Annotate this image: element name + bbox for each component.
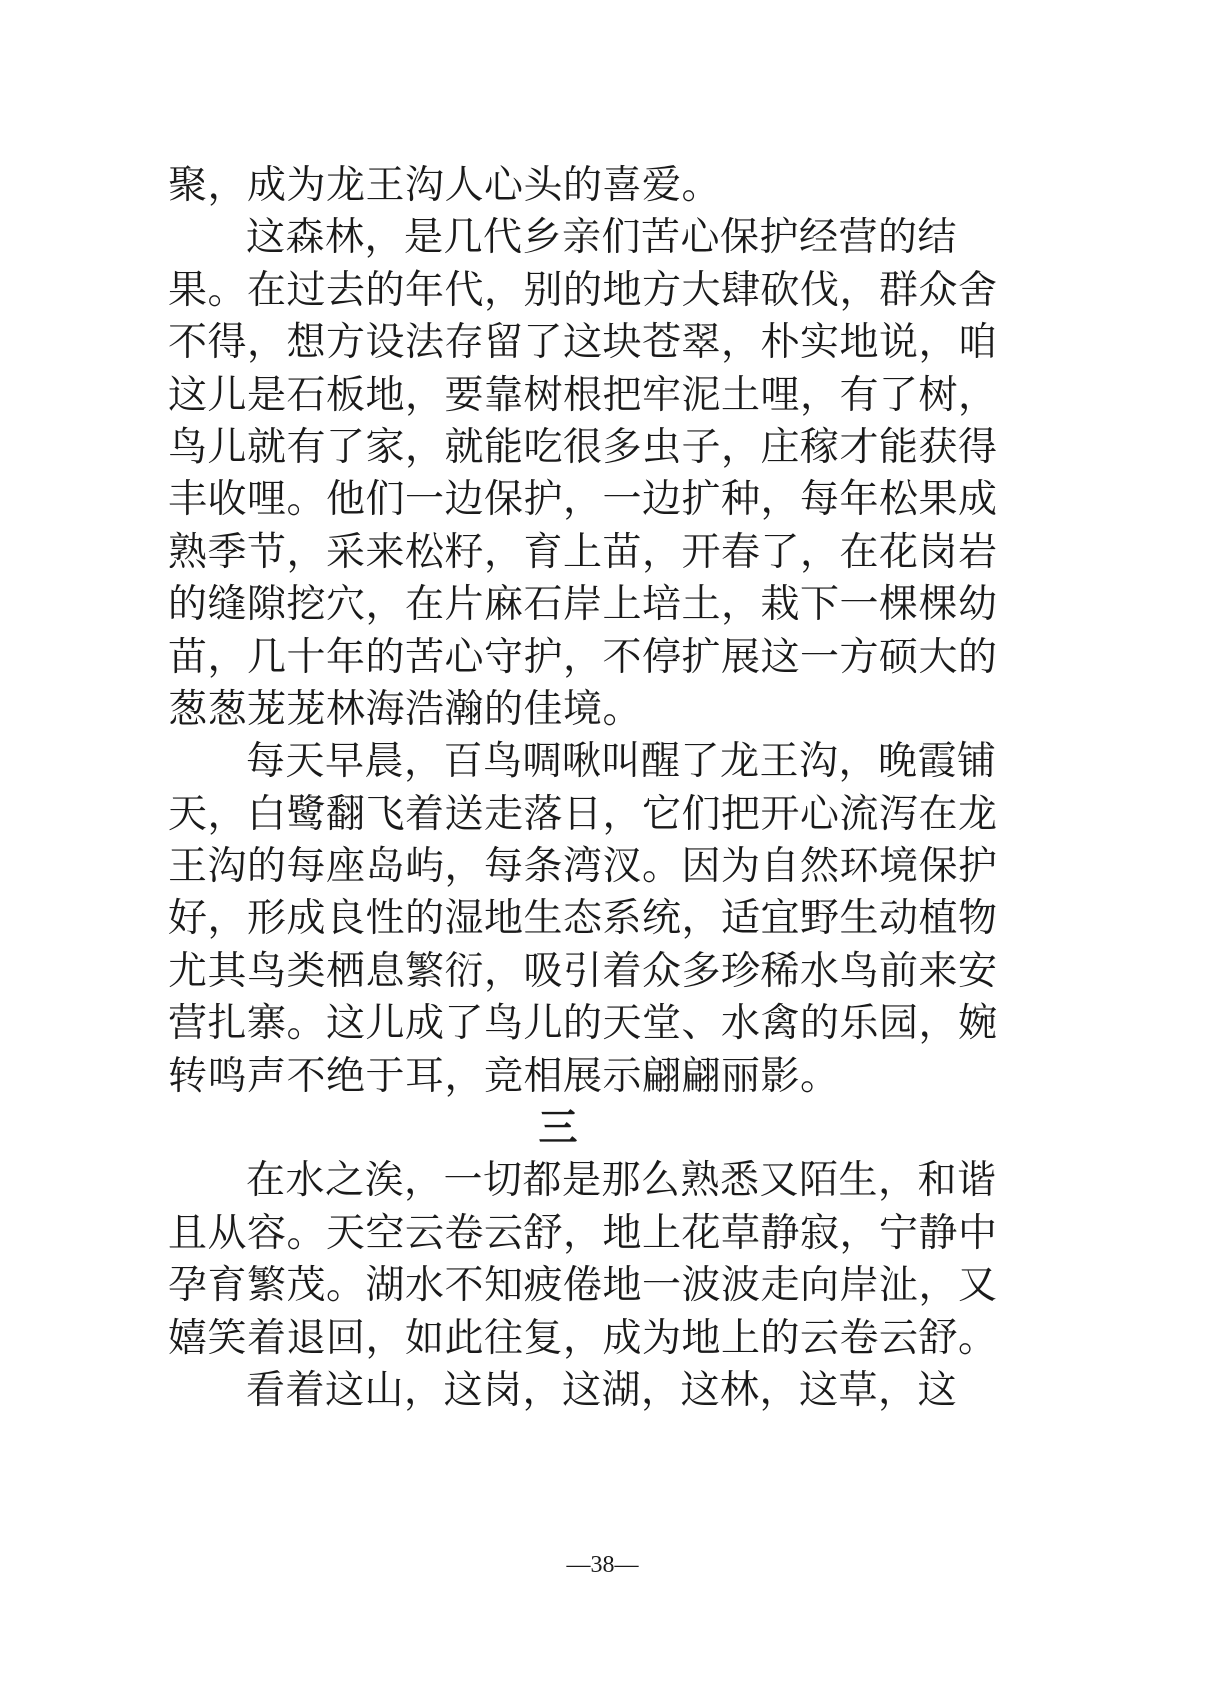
paragraph-line: 在水之涘，一切都是那么熟悉又陌生，和谐 xyxy=(246,1158,997,1204)
paragraph-line: 且从容。天空云卷云舒，地上花草静寂，宁静中 xyxy=(168,1210,998,1256)
paragraph-line: 好，形成良性的湿地生态系统，适宜野生动植物 xyxy=(168,896,998,942)
paragraph-line: 熟季节，采来松籽，育上苗，开春了，在花岗岩 xyxy=(168,529,998,575)
paragraph-line: 聚，成为龙王沟人心头的喜爱。 xyxy=(168,163,722,208)
paragraph-line: 鸟儿就有了家，就能吃很多虫子，庄稼才能获得 xyxy=(168,424,998,470)
paragraph-line: 葱葱茏茏林海浩瀚的佳境。 xyxy=(168,686,643,732)
paragraph-line: 苗，几十年的苦心守护，不停扩展这一方硕大的 xyxy=(168,634,998,680)
body-text xyxy=(168,160,998,1417)
paragraph-line: 不得，想方设法存留了这块苍翠，朴实地说，咱 xyxy=(168,320,998,366)
paragraph-line: 天，白鹭翻飞着送走落日，它们把开心流泻在龙 xyxy=(168,791,998,837)
paragraph-line: 营扎寨。这儿成了鸟儿的天堂、水禽的乐园，婉 xyxy=(168,1001,998,1047)
paragraph-line: 的缝隙挖穴，在片麻石岸上培土，栽下一棵棵幼 xyxy=(168,582,998,628)
paragraph-line: 看着这山，这岗，这湖，这林，这草，这 xyxy=(246,1367,958,1413)
paragraph-line: 果。在过去的年代，别的地方大肆砍伐，群众舍 xyxy=(168,267,998,313)
paragraph-line: 嬉笑着退回，如此往复，成为地上的云卷云舒。 xyxy=(168,1315,998,1361)
section-heading: 三 xyxy=(538,1106,578,1152)
page-number: —38— xyxy=(566,1552,639,1578)
paragraph-line: 这儿是石板地，要靠树根把牢泥土哩，有了树， xyxy=(168,372,998,418)
paragraph-line: 王沟的每座岛屿，每条湾汊。因为自然环境保护 xyxy=(168,844,998,890)
paragraph-line: 丰收哩。他们一边保护，一边扩种，每年松果成 xyxy=(168,477,998,523)
paragraph-line: 尤其鸟类栖息繁衍，吸引着众多珍稀水鸟前来安 xyxy=(168,948,998,994)
paragraph-line: 这森林，是几代乡亲们苦心保护经营的结 xyxy=(246,215,958,261)
paragraph-line: 转鸣声不绝于耳，竞相展示翩翩丽影。 xyxy=(168,1053,840,1099)
paragraph-line: 孕育繁茂。湖水不知疲倦地一波波走向岸沚，又 xyxy=(168,1263,998,1309)
paragraph-line: 每天早晨，百鸟啁啾叫醒了龙王沟，晚霞铺 xyxy=(246,739,997,785)
